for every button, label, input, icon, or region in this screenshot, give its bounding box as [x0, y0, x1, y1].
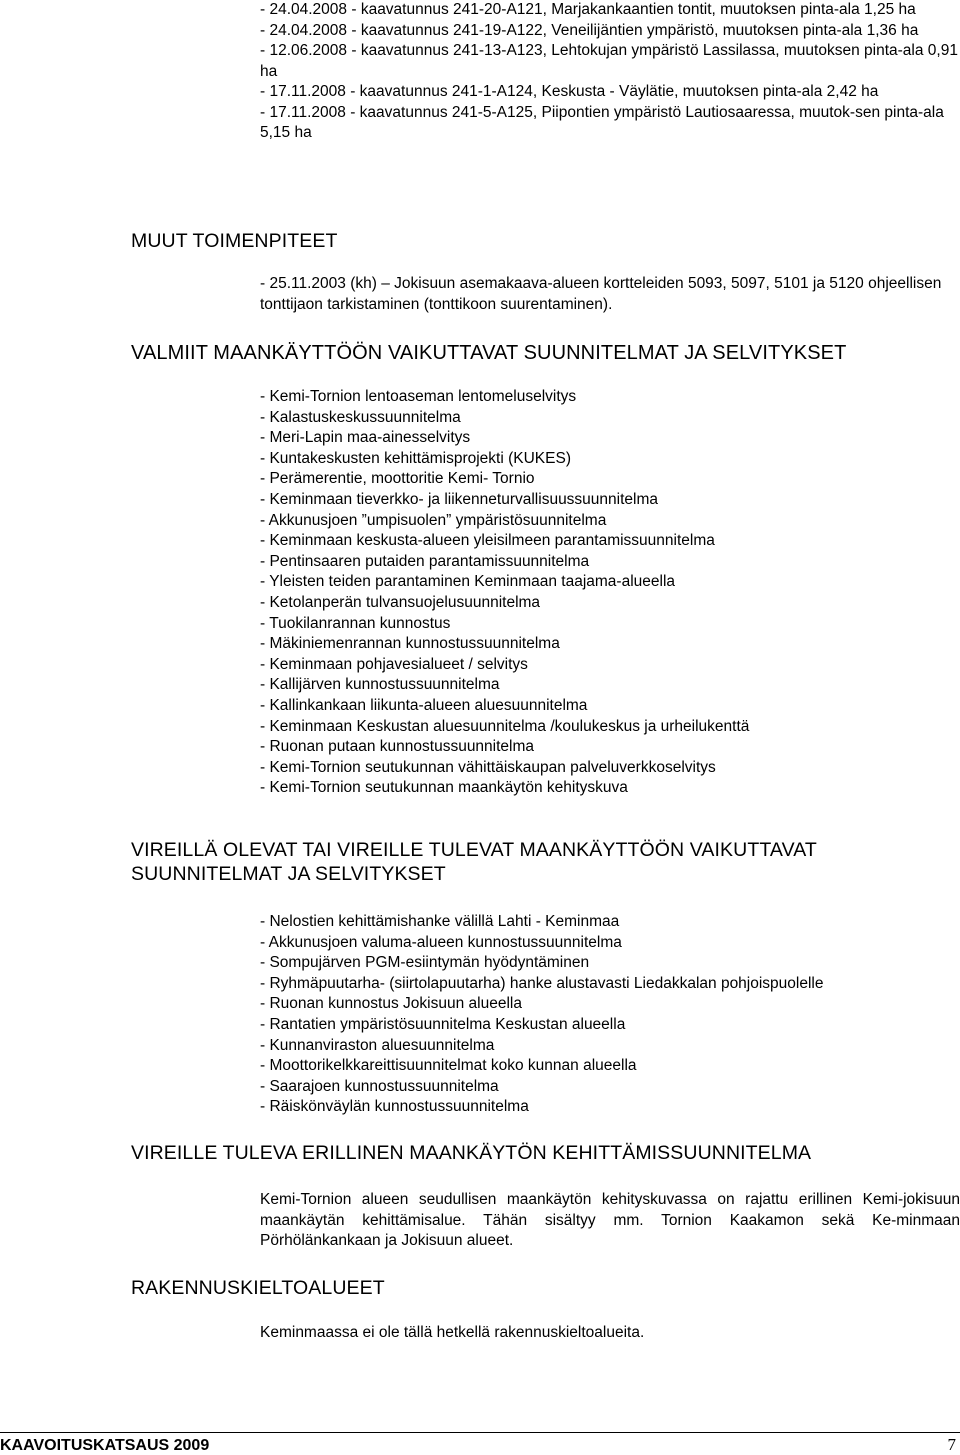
- list-item: - Keminmaan tieverkko- ja liikenneturvallisuussuunnitelma: [260, 490, 659, 508]
- footer-divider: [0, 1432, 960, 1433]
- erillinen-text: Kemi-Tornion alueen seudullisen maankäytön kehityskuvassa on rajattu erillinen Kemi-jokisuun maankäytän kehittämisalue. Tähän sisältyy mm. Tornion Kaakamon sekä Ke-minmaan Pörhölänkankaan ja Jokisuun alueet.: [260, 1191, 960, 1249]
- list-item: - Kallijärven kunnostussuunnitelma: [260, 676, 500, 694]
- list-item: - Kemi-Tornion seutukunnan maankäytön kehityskuva: [260, 779, 628, 797]
- list-item: - 17.11.2008 - kaavatunnus 241-1-A124, Keskusta - Väylätie, muutoksen pinta-ala 2,42 ha: [260, 83, 879, 100]
- list-item: - Ruonan kunnostus Jokisuun alueella: [260, 995, 522, 1013]
- list-item: - Kunnanviraston aluesuunnitelma: [260, 1036, 495, 1054]
- section-heading-valmiit: VALMIIT MAANKÄYTTÖÖN VAIKUTTAVAT SUUNNITELMAT JA SELVITYKSET: [131, 342, 847, 364]
- section-heading-vireilla: [131, 838, 817, 886]
- list-item: - 17.11.2008 - kaavatunnus 241-5-A125, Piipontien ympäristö Lautiosaaressa, muutok-sen pinta-ala 5,15 ha: [260, 103, 944, 141]
- list-item: - Räiskönväylän kunnostussuunnitelma: [260, 1098, 529, 1116]
- list-item: - Akkunusjoen valuma-alueen kunnostussuunnitelma: [260, 933, 622, 951]
- plan-amendments-list: [260, 0, 960, 144]
- section-heading-rakennus: RAKENNUSKIELTOALUEET: [131, 1277, 385, 1299]
- section-heading-muut: MUUT TOIMENPITEET: [131, 230, 338, 252]
- list-item: - Kallinkankaan liikunta-alueen aluesuunnitelma: [260, 696, 588, 714]
- list-item: - 24.04.2008 - kaavatunnus 241-20-A121, Marjakankaantien tontit, muutoksen pinta-ala 1,25 ha: [260, 1, 916, 18]
- list-item: - Yleisten teiden parantaminen Keminmaan taajama-alueella: [260, 573, 676, 591]
- list-item: - Ryhmäpuutarha- (siirtolapuutarha) hanke alustavasti Liedakkalan pohjoispuolelle: [260, 974, 824, 992]
- list-item: - Pentinsaaren putaiden parantamissuunnitelma: [260, 552, 590, 570]
- list-item: - Kalastuskeskussuunnitelma: [260, 408, 461, 426]
- list-item: - Nelostien kehittämishanke välillä Lahti - Keminmaa: [260, 913, 620, 930]
- list-item: - Mäkiniemenrannan kunnostussuunnitelma: [260, 635, 560, 653]
- list-item: - Meri-Lapin maa-ainesselvitys: [260, 429, 471, 447]
- list-item: - Kemi-Tornion lentoaseman lentomeluselvitys: [260, 388, 577, 405]
- muut-item: - 25.11.2003 (kh) – Jokisuun asemakaava-alueen kortteleiden 5093, 5097, 5101 ja 5120 ohjeellisen tonttijaon tarkistaminen (tonttikoon suurentaminen).: [260, 275, 942, 313]
- vireilla-list: [260, 912, 960, 1118]
- valmiit-list: [260, 387, 960, 799]
- list-item: - Ketolanperän tulvansuojelusuunnitelma: [260, 593, 541, 611]
- list-item: - Kuntakeskusten kehittämisprojekti (KUKES): [260, 449, 571, 467]
- list-item: - Keminmaan keskusta-alueen yleisilmeen parantamissuunnitelma: [260, 532, 715, 550]
- list-item: - Ruonan putaan kunnostussuunnitelma: [260, 738, 535, 756]
- list-item: - 12.06.2008 - kaavatunnus 241-13-A123, Lehtokujan ympäristö Lassilassa, muutoksen pinta-ala 0,91 ha: [260, 42, 958, 80]
- list-item: - Perämerentie, moottoritie Kemi- Tornio: [260, 470, 535, 488]
- list-item: - Sompujärven PGM-esiintymän hyödyntäminen: [260, 954, 590, 972]
- page-number: 7: [947, 1435, 956, 1454]
- section-heading-erillinen: VIREILLE TULEVA ERILLINEN MAANKÄYTÖN KEHITTÄMISSUUNNITELMA: [131, 1142, 812, 1164]
- heading-line: VIREILLÄ OLEVAT TAI VIREILLE TULEVAT MAANKÄYTTÖÖN VAIKUTTAVAT: [131, 839, 817, 861]
- list-item: - Keminmaan Keskustan aluesuunnitelma /koulukeskus ja urheilukenttä: [260, 717, 750, 735]
- footer-title: KAAVOITUSKATSAUS 2009: [0, 1437, 210, 1454]
- list-item: - Moottorikelkkareittisuunnitelmat koko kunnan alueella: [260, 1057, 637, 1075]
- rakennus-text: Keminmaassa ei ole tällä hetkellä rakennuskieltoalueita.: [260, 1324, 645, 1341]
- list-item: - Kemi-Tornion seutukunnan vähittäiskaupan palveluverkkoselvitys: [260, 758, 716, 776]
- list-item: - Akkunusjoen ”umpisuolen” ympäristösuunnitelma: [260, 511, 607, 529]
- list-item: - Rantatien ympäristösuunnitelma Keskustan alueella: [260, 1015, 626, 1033]
- list-item: - Keminmaan pohjavesialueet / selvitys: [260, 655, 528, 673]
- list-item: - 24.04.2008 - kaavatunnus 241-19-A122, Veneilijäntien ympäristö, muutoksen pinta-ala 1,36 ha: [260, 21, 919, 39]
- heading-line: SUUNNITELMAT JA SELVITYKSET: [131, 863, 446, 885]
- list-item: - Tuokilanrannan kunnostus: [260, 614, 451, 632]
- list-item: - Saarajoen kunnostussuunnitelma: [260, 1077, 499, 1095]
